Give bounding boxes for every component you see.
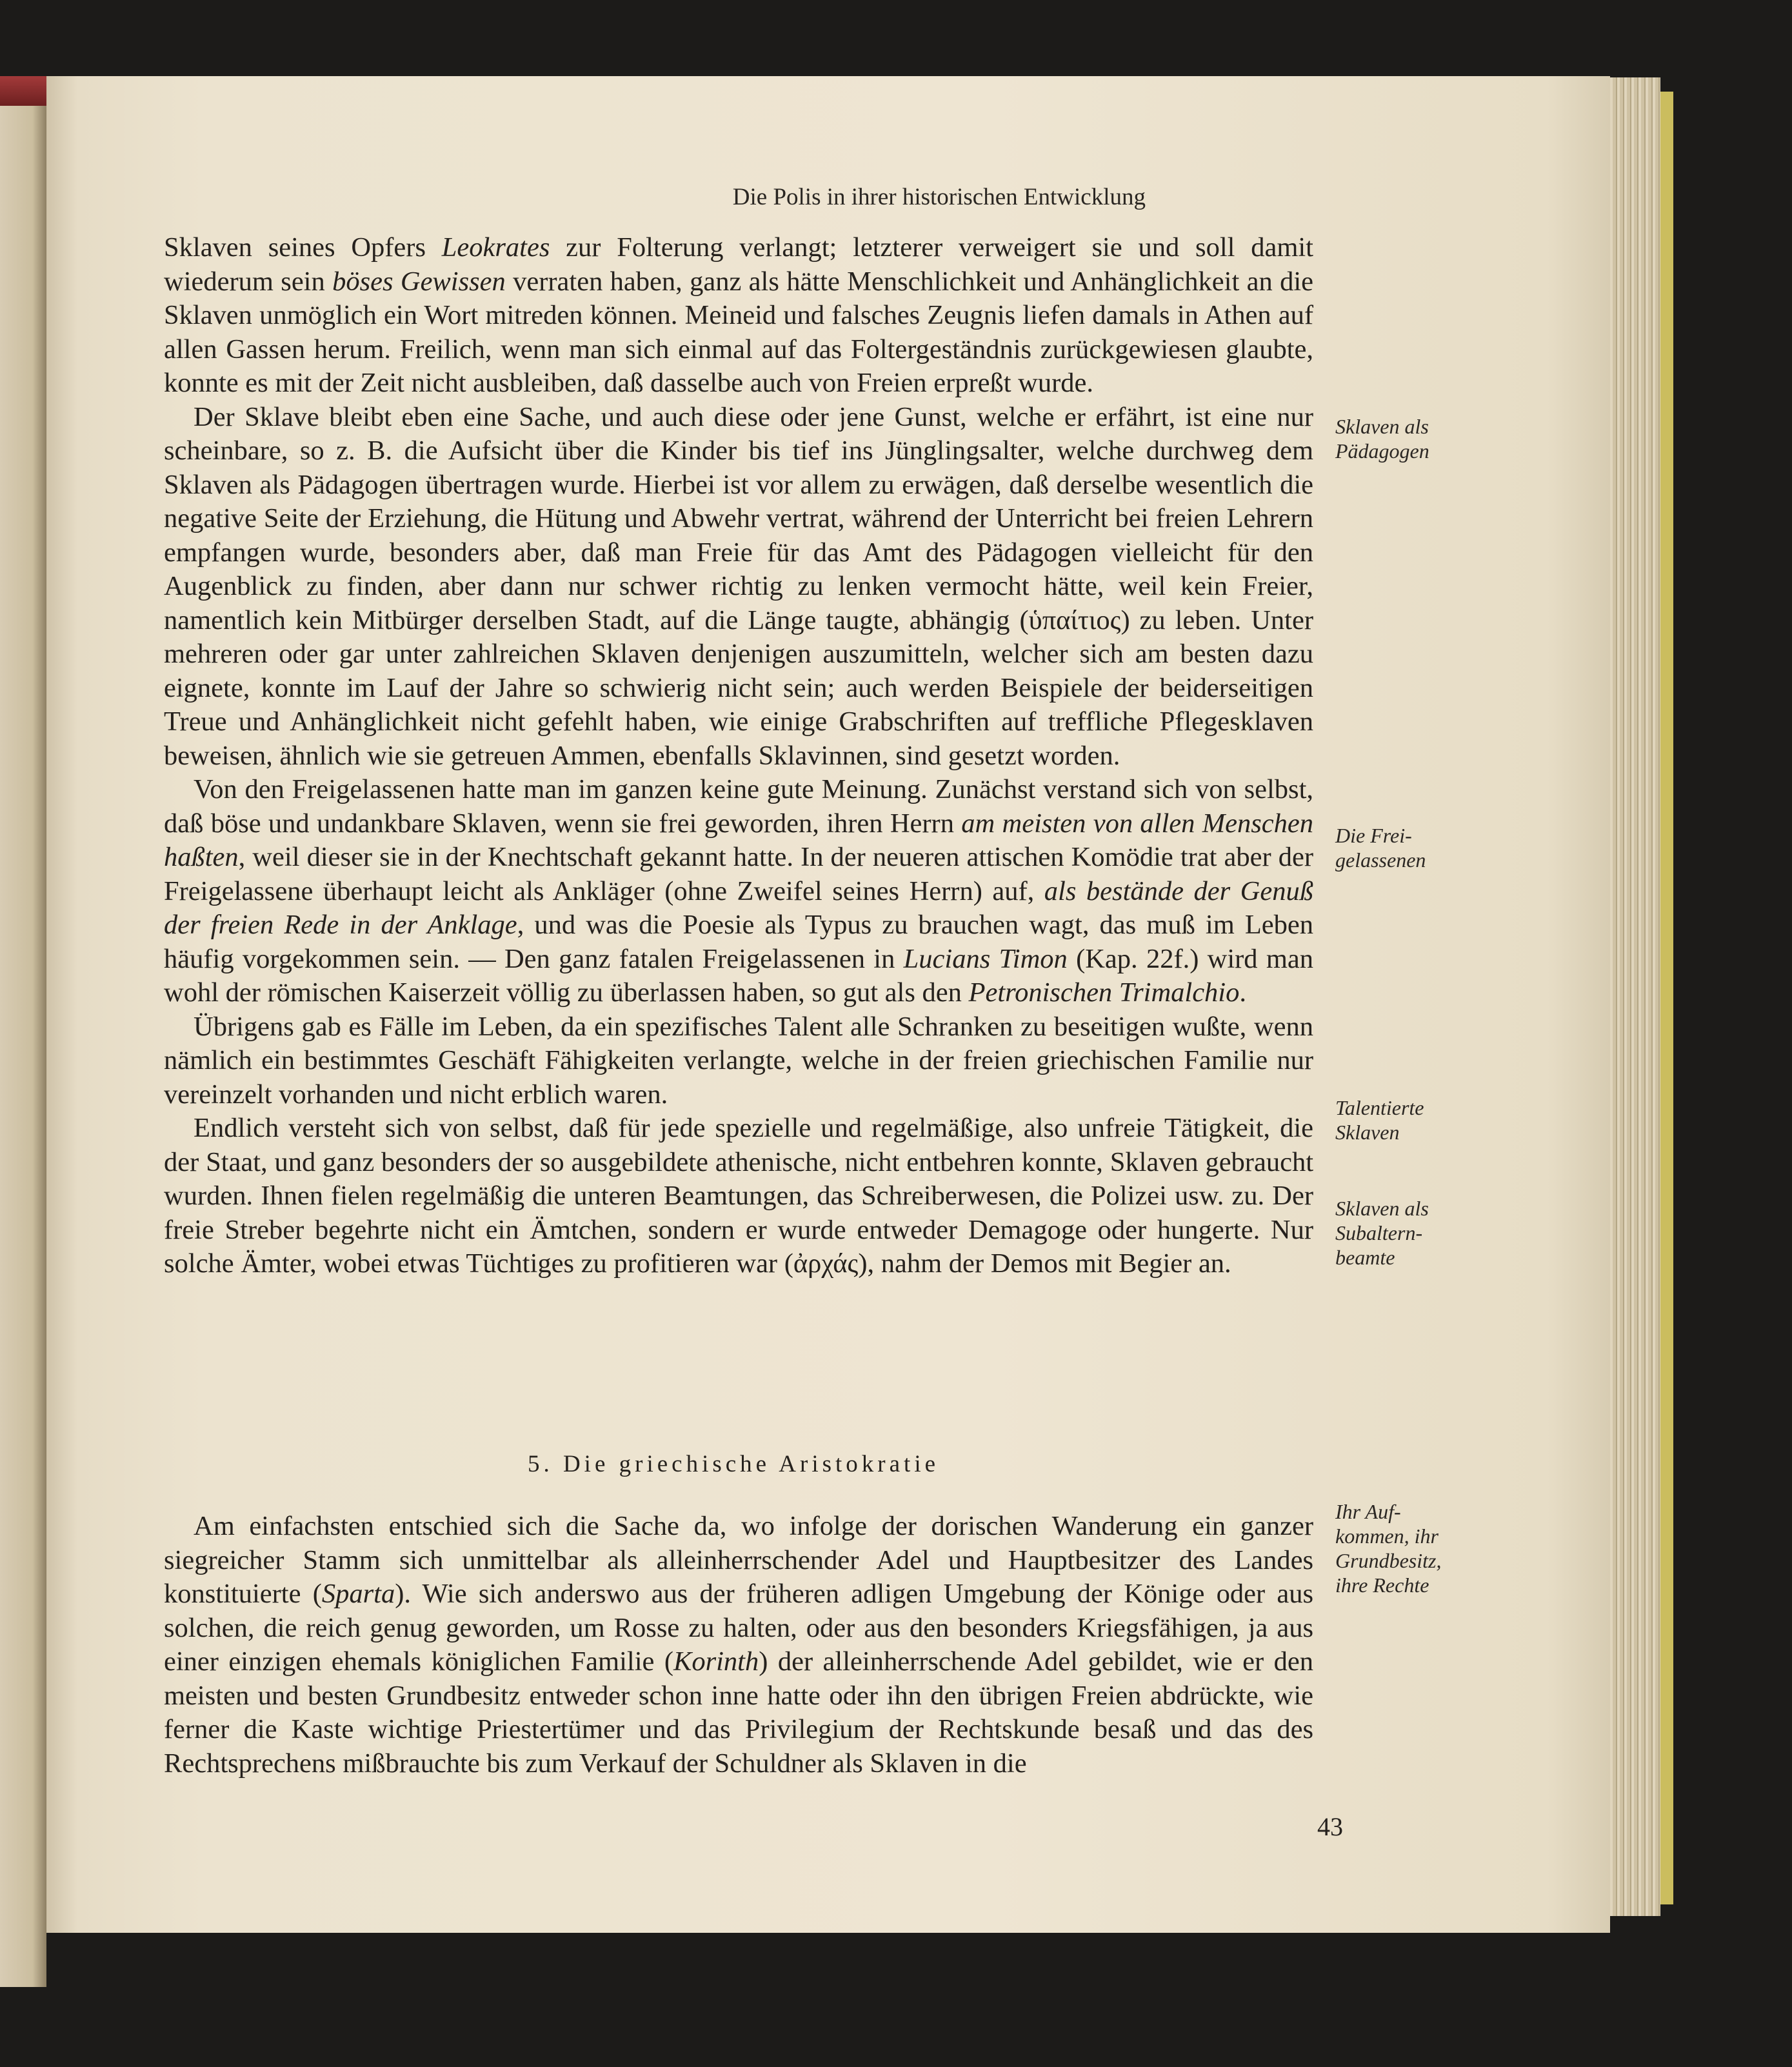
text-run: Der Sklave bleibt eben eine Sache, und auch diese oder jene Gunst, welche er erfährt, ist eine nur scheinbare, so z. B. die Aufsicht über die Kinder bis tief ins Jünglingsalter, welche durchweg dem Sklaven als Pädagogen übertragen wurde. Hierbei ist vor allem zu erwägen, daß derselbe wesentlich die negative Seite der Erziehung, die Hütung und Abwehr vertrat, während der Unterricht bei freien Lehrern empfangen wurde, besonders aber, daß man Freie für das Amt des Pädagogen vielleicht für den Augenblick zu finden, aber dann nur schwer richtig zu lenken vermocht hätte, weil kein Freier, namentlich kein Mitbürger derselben Stadt, auf die Länge taugte, abhängig (ὑπαίτιος) zu leben. Unter mehreren oder gar unter zahlreichen Sklaven denjenigen auszumitteln, welcher sich am besten dazu eignete, konnte im Lauf der Jahre so schwierig nicht sein; auch werden Beispiele der beiderseitigen Treue und Anhänglichkeit nicht gefehlt haben, wie einige Grabschriften auf treffliche Pflegesklaven beweisen, ähnlich wie sie getreuen Ammen, ebenfalls Sklavinnen, sind gesetzt worden. (164, 401, 1313, 771)
margin-note (1335, 1499, 1464, 1597)
left-page-edge (0, 77, 46, 1987)
text-run: Sklaven seines Opfers (164, 232, 442, 263)
italic-text: böses Gewissen (332, 266, 506, 297)
margin-note (1335, 1196, 1464, 1270)
italic-text: Leokrates (441, 232, 550, 263)
body-text-top (164, 231, 1313, 1281)
margin-note (1335, 1095, 1464, 1144)
text-run: . (1239, 977, 1246, 1008)
margin-note (1335, 414, 1464, 463)
book-cover-edge (1660, 92, 1673, 1904)
paragraph (164, 1510, 1313, 1781)
margin-note-line: Die Frei- (1335, 824, 1412, 847)
book-page (46, 76, 1610, 1933)
text-run: , weil dieser sie in der Knechtschaft gekannt hatte. In der neueren attischen Komödie trat aber der Freigelassene überhaupt leicht als Ankläger (ohne Zweifel seines Herrn) auf, (164, 842, 1313, 906)
margin-note-line: Talentierte (1335, 1096, 1424, 1119)
margin-note-line: Ihr Auf- (1335, 1500, 1401, 1523)
text-run: zur Folterung verlangt; letzterer verweigert sie und soll damit wiederum sein (164, 232, 1313, 297)
paragraph (164, 1112, 1313, 1281)
margin-note-line: Sklaven (1335, 1121, 1400, 1144)
italic-text: am meisten von allen Menschen haßten (164, 808, 1313, 872)
paragraph (164, 773, 1313, 1010)
italic-text: Lucians Timon (903, 943, 1068, 974)
section-heading: 5. Die griechische Aristokratie (527, 1451, 940, 1477)
paragraph (164, 231, 1313, 401)
italic-text: Petronischen Trimalchio (968, 977, 1240, 1008)
margin-note-line: Sklaven als (1335, 415, 1429, 438)
margin-note-line: gelassenen (1335, 848, 1426, 872)
text-run: , und was die Poesie als Typus zu brauchen wagt, das muß im Leben häufig vorgekommen sein. — Den ganz fatalen Freigelassenen in (164, 910, 1314, 974)
body-text-bottom (164, 1510, 1313, 1781)
paragraph (164, 1010, 1313, 1112)
text-run: ). Wie sich anderswo aus der früheren adligen Umgebung der Könige oder aus solchen, die reich genug geworden, um Rosse zu halten, oder aus den besonders Kriegsfähigen, ja aus einer einzigen ehemals königlichen Familie ( (164, 1579, 1313, 1677)
running-header: Die Polis in ihrer historischen Entwicklung (732, 184, 1146, 210)
text-run: Endlich versteht sich von selbst, daß für jede spezielle und regelmäßige, also unfreie Tätigkeit, die der Staat, und ganz besonders der so ausgebildete athenische, nicht entbehren konnte, Sklaven gebraucht wurden. Ihnen fielen regelmäßig die unteren Beamtungen, das Schreiberwesen, die Polizei usw. zu. Der freie Streber begehrte nicht ein Ämtchen, sondern er wurde entweder Demagoge oder hungerte. Nur solche Ämter, wobei etwas Tüchtiges zu profitieren war (ἀρχάς), nahm der Demos mit Begier an. (164, 1113, 1313, 1279)
margin-note-line: ihre Rechte (1335, 1573, 1429, 1597)
text-run: verraten haben, ganz als hätte Menschlichkeit und Anhänglichkeit an die Sklaven unmöglich ein Wort mitreden können. Meineid und falsches Zeugnis liefen damals in Athen auf allen Gassen herum. Freilich, wenn man sich einmal auf das Foltergeständnis zurückgewiesen glaubte, konnte es mit der Zeit nicht ausbleiben, daß dasselbe auch von Freien erpreßt wurde. (164, 266, 1313, 398)
paragraph (164, 401, 1313, 774)
italic-text: als beständе der Genuß der freien Rede in der Anklage (164, 875, 1313, 940)
text-run: ) der alleinherrschende Adel gebildet, wie er den meisten und besten Grundbesitz entweder schon inne hatte oder ihn den übrigen Freien abdrückte, wie ferner die Kaste wichtige Priestertümer und das Privilegium der Rechtskunde besaß und das des Rechtsprechens mißbrauchte bis zum Verkauf der Schuldner als Sklaven in die (164, 1646, 1313, 1779)
margin-note-line: kommen, ihr (1335, 1524, 1439, 1548)
italic-text: Sparta (321, 1579, 395, 1609)
text-run: Am einfachsten entschied sich die Sache da, wo infolge der dorischen Wanderung ein ganzer siegreicher Stamm sich unmittelbar als alleinherrschender Adel und Hauptbesitzer des Landes konstituierte ( (164, 1511, 1313, 1609)
margin-note-line: Grundbesitz, (1335, 1549, 1442, 1572)
text-run: (Kap. 22f.) wird man wohl der römischen Kaiserzeit völlig zu überlassen haben, so gut als den (164, 943, 1314, 1008)
margin-note (1335, 823, 1464, 872)
italic-text: Korinth (673, 1646, 759, 1677)
text-run: Von den Freigelassenen hatte man im ganzen keine gute Meinung. Zunächst verstand sich von selbst, daß böse und undankbare Sklaven, wenn sie frei geworden, ihren Herrn (164, 774, 1313, 839)
text-run: Übrigens gab es Fälle im Leben, da ein spezifisches Talent alle Schranken zu beseitigen wußte, wenn nämlich ein bestimmtes Geschäft Fähigkeiten verlangte, welche in der freien griechischen Familie nur vereinzelt vorhanden und nicht erblich waren. (164, 1011, 1313, 1110)
margin-note-line: beamte (1335, 1246, 1395, 1269)
margin-note-line: Pädagogen (1335, 439, 1429, 463)
margin-note-line: Sklaven als (1335, 1197, 1429, 1220)
margin-note-line: Subaltern- (1335, 1221, 1423, 1244)
page-number: 43 (1317, 1812, 1343, 1841)
